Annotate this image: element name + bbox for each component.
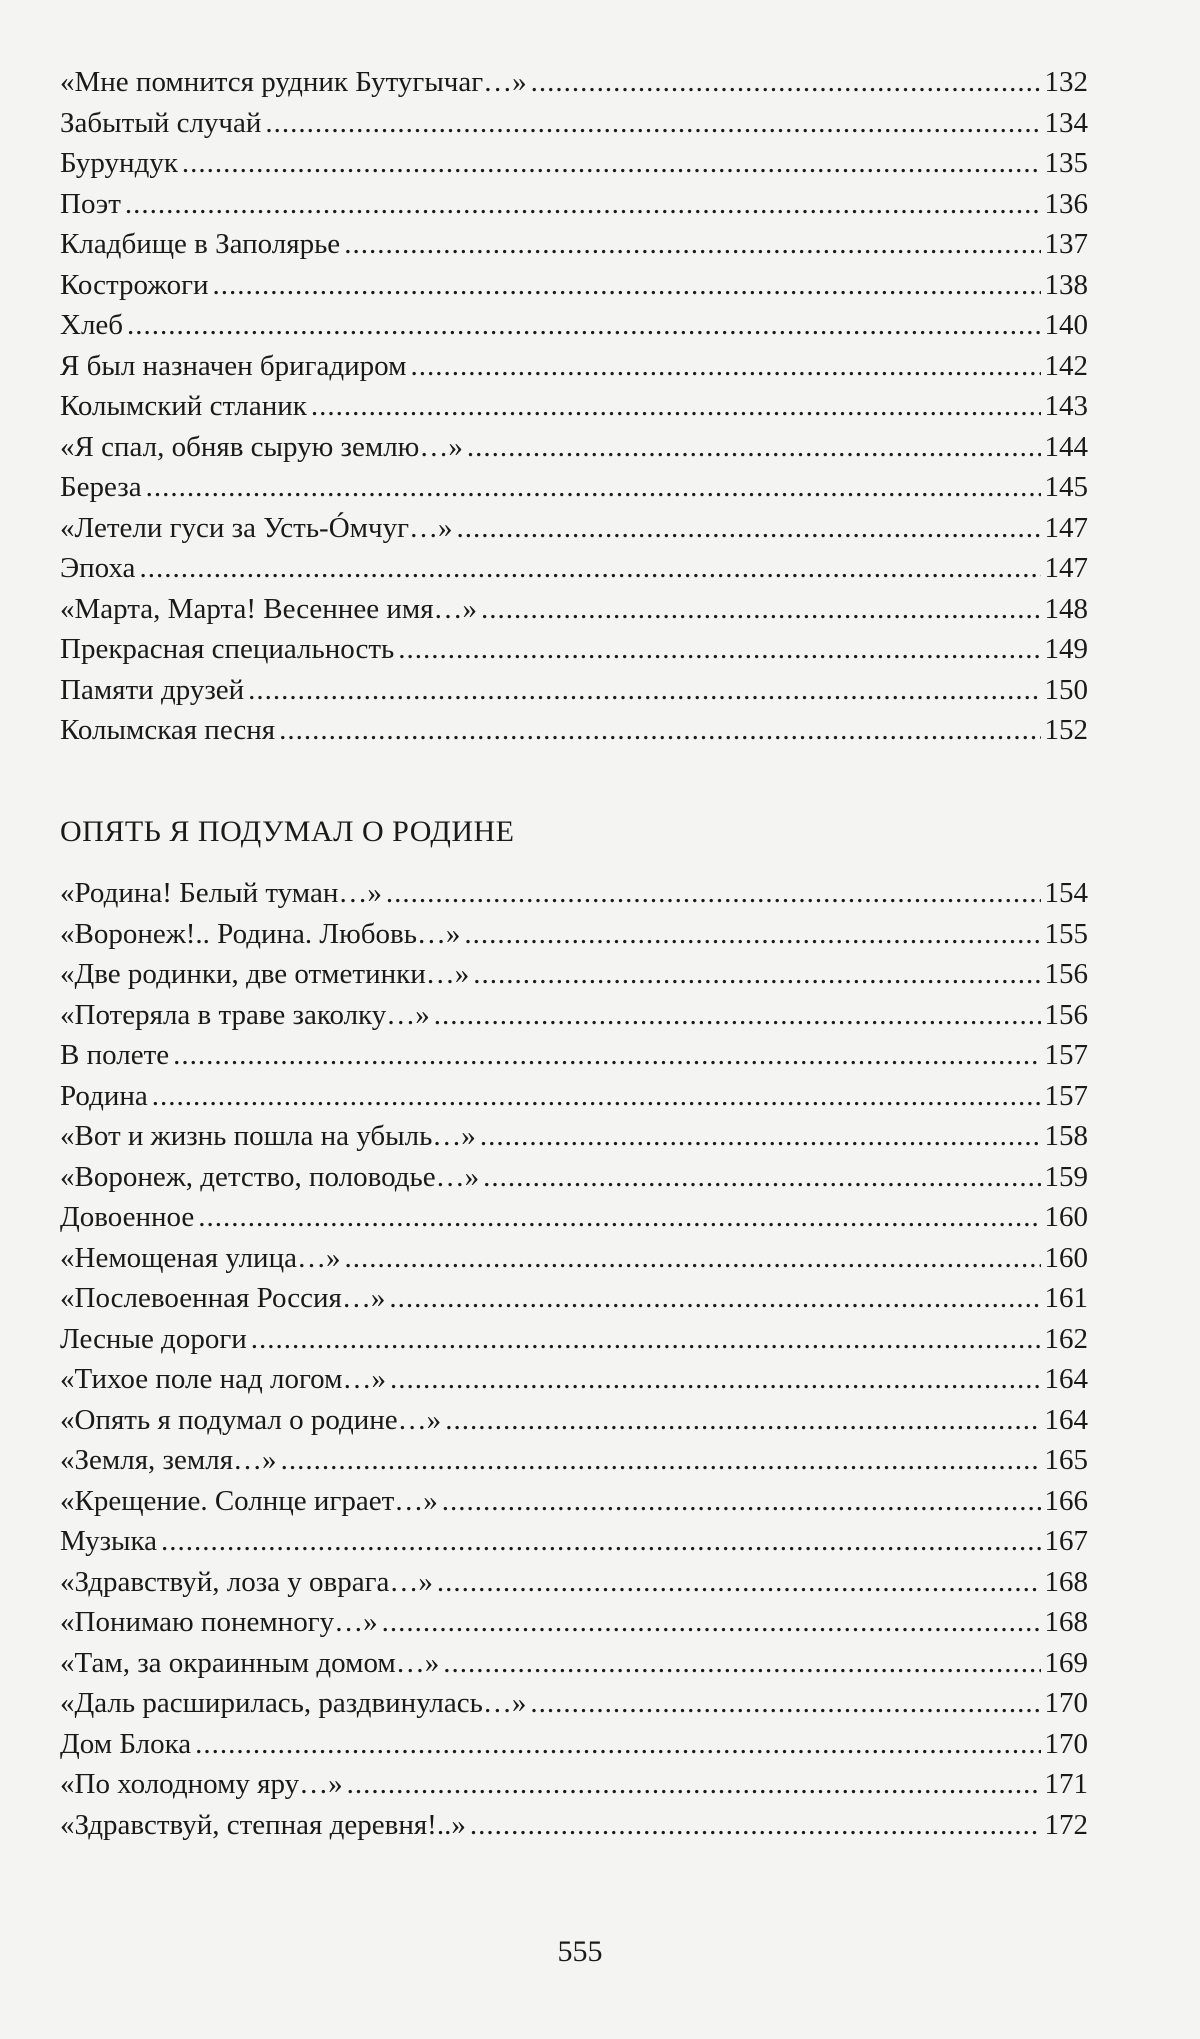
toc-entry: [60, 1764, 1088, 1805]
toc-entry: [60, 224, 1088, 265]
toc-entry-title: Колымский стланик: [60, 390, 307, 422]
toc-leader-dots: [434, 995, 1041, 1036]
toc-entry-page: 152: [1044, 714, 1088, 746]
toc-entry: [60, 1643, 1088, 1684]
toc-entry-title: «Крещение. Солнце играет…»: [60, 1484, 438, 1517]
toc-leader-dots: [127, 305, 1040, 346]
toc-entry-page: 164: [1044, 1363, 1088, 1395]
toc-entry-page: 140: [1044, 309, 1088, 341]
toc-entry: [60, 386, 1088, 427]
section-heading: ОПЯТЬ Я ПОДУМАЛ О РОДИНЕ: [60, 815, 515, 848]
toc-entry-page: 132: [1044, 66, 1088, 98]
toc-entry-page: 150: [1044, 673, 1088, 706]
toc-entry: [60, 305, 1088, 346]
toc-leader-dots: [251, 1319, 1041, 1360]
toc-leader-dots: [139, 548, 1040, 589]
toc-entry-title: Береза: [60, 471, 142, 503]
toc-entry-title: «Летели гуси за Усть-Óмчуг…»: [60, 511, 453, 544]
toc-leader-dots: [470, 1805, 1041, 1846]
toc-entry-page: 144: [1044, 430, 1088, 463]
toc-leader-dots: [344, 1238, 1040, 1279]
toc-entry-title: «Тихое поле над логом…»: [60, 1363, 386, 1395]
toc-entry-title: Лесные дороги: [60, 1322, 247, 1355]
toc-entry: [60, 710, 1088, 751]
toc-leader-dots: [198, 1197, 1040, 1238]
toc-entry-page: 166: [1044, 1484, 1088, 1517]
toc-leader-dots: [386, 873, 1041, 914]
toc-entry-page: 138: [1044, 268, 1088, 301]
toc-entry-page: 161: [1044, 1282, 1088, 1314]
toc-entry-page: 162: [1044, 1322, 1088, 1355]
toc-leader-dots: [195, 1724, 1040, 1765]
toc-entry-page: 136: [1044, 187, 1088, 220]
toc-entry-page: 142: [1044, 349, 1088, 382]
toc-entry-title: «Воронеж, детство, половодье…»: [60, 1160, 480, 1193]
toc-entry-page: 165: [1044, 1444, 1088, 1476]
toc-entry-page: 143: [1044, 390, 1088, 422]
toc-list-part2: [60, 873, 1088, 1845]
toc-entry-title: Родина: [60, 1079, 148, 1112]
toc-entry-title: «Потеряла в траве заколку…»: [60, 998, 430, 1031]
toc-entry: [60, 1157, 1088, 1198]
toc-entry-title: В полете: [60, 1039, 170, 1071]
toc-entry: [60, 184, 1088, 225]
toc-leader-dots: [311, 386, 1041, 427]
toc-entry-title: Прекрасная специальность: [60, 633, 395, 665]
toc-entry-page: 160: [1044, 1241, 1088, 1274]
toc-entry-title: «Здравствуй, лоза у оврага…»: [60, 1565, 433, 1598]
toc-entry-page: 148: [1044, 592, 1088, 625]
toc-entry: [60, 103, 1088, 144]
toc-leader-dots: [398, 629, 1040, 670]
toc-entry-title: Памяти друзей: [60, 673, 245, 706]
toc-leader-dots: [382, 1602, 1041, 1643]
toc-entry: [60, 914, 1088, 955]
toc-entry-page: 168: [1044, 1606, 1088, 1638]
toc-leader-dots: [182, 143, 1041, 184]
toc-leader-dots: [125, 184, 1041, 225]
toc-entry-page: 172: [1044, 1808, 1088, 1841]
toc-leader-dots: [146, 467, 1041, 508]
toc-leader-dots: [390, 1359, 1041, 1400]
toc-entry-title: Колымская песня: [60, 714, 276, 746]
page-number: 555: [557, 1935, 603, 1968]
toc-leader-dots: [281, 1440, 1041, 1481]
toc-entry-title: Дом Блока: [60, 1727, 192, 1760]
toc-entry: [60, 1116, 1088, 1157]
toc-entry-title: Кладбище в Заполярье: [60, 228, 341, 260]
toc-list-part1: [60, 62, 1088, 751]
toc-entry: [60, 670, 1088, 711]
toc-entry-title: Забытый случай: [60, 106, 262, 139]
toc-entry-page: 169: [1044, 1646, 1088, 1679]
toc-entry: [60, 1076, 1088, 1117]
toc-leader-dots: [344, 224, 1040, 265]
toc-entry: [60, 1359, 1088, 1400]
toc-entry-title: Кострожоги: [60, 268, 209, 301]
toc-entry-title: «Я спал, обняв сырую землю…»: [60, 430, 463, 463]
toc-entry: [60, 508, 1088, 549]
toc-entry-page: 158: [1044, 1120, 1088, 1152]
toc-entry: [60, 954, 1088, 995]
toc-entry: [60, 1805, 1088, 1846]
toc-entry-title: «Вот и жизнь пошла на убыль…»: [60, 1120, 476, 1152]
toc-leader-dots: [530, 1683, 1040, 1724]
toc-entry-page: 134: [1044, 106, 1088, 139]
toc-entry: [60, 427, 1088, 468]
toc-entry-page: 156: [1044, 998, 1088, 1031]
toc-leader-dots: [481, 589, 1040, 630]
toc-entry: [60, 1197, 1088, 1238]
toc-leader-dots: [464, 914, 1040, 955]
toc-entry: [60, 1440, 1088, 1481]
toc-entry: [60, 62, 1088, 103]
toc-entry: [60, 1724, 1088, 1765]
toc-entry: [60, 467, 1088, 508]
toc-entry-title: «Понимаю понемногу…»: [60, 1606, 378, 1638]
toc-leader-dots: [480, 1116, 1041, 1157]
toc-entry-title: «Даль расширилась, раздвинулась…»: [60, 1687, 527, 1719]
toc-entry-page: 168: [1044, 1565, 1088, 1598]
toc-leader-dots: [248, 670, 1040, 711]
toc-entry-page: 135: [1044, 147, 1088, 179]
toc-entry-page: 147: [1044, 552, 1088, 584]
toc-entry-title: Музыка: [60, 1525, 158, 1557]
toc-leader-dots: [152, 1076, 1041, 1117]
toc-leader-dots: [410, 346, 1040, 387]
toc-leader-dots: [265, 103, 1040, 144]
toc-entry: [60, 265, 1088, 306]
toc-entry-page: 154: [1044, 877, 1088, 909]
toc-entry-title: Бурундук: [60, 147, 178, 179]
toc-leader-dots: [389, 1278, 1040, 1319]
toc-leader-dots: [442, 1481, 1041, 1522]
toc-entry: [60, 1683, 1088, 1724]
toc-leader-dots: [443, 1643, 1040, 1684]
toc-entry-page: 156: [1044, 958, 1088, 990]
toc-leader-dots: [347, 1764, 1041, 1805]
toc-entry-title: «Там, за окраинным домом…»: [60, 1646, 440, 1679]
toc-entry-page: 149: [1044, 633, 1088, 665]
toc-entry-title: «Воронеж!.. Родина. Любовь…»: [60, 917, 461, 950]
toc-entry-page: 147: [1044, 511, 1088, 544]
toc-entry-title: «Родина! Белый туман…»: [60, 877, 382, 909]
toc-entry-title: «Послевоенная Россия…»: [60, 1282, 386, 1314]
toc-entry-page: 155: [1044, 917, 1088, 950]
toc-entry-page: 157: [1044, 1039, 1088, 1071]
toc-leader-dots: [445, 1400, 1040, 1441]
toc-entry-page: 157: [1044, 1079, 1088, 1112]
toc-entry-title: Хлеб: [60, 309, 124, 341]
toc-entry: [60, 1238, 1088, 1279]
toc-leader-dots: [279, 710, 1040, 751]
toc-entry: [60, 1319, 1088, 1360]
toc-entry: [60, 1278, 1088, 1319]
toc-entry-title: «Марта, Марта! Весеннее имя…»: [60, 592, 478, 625]
toc-entry: [60, 995, 1088, 1036]
toc-leader-dots: [213, 265, 1041, 306]
toc-entry-page: 164: [1044, 1403, 1088, 1436]
toc-entry-page: 137: [1044, 228, 1088, 260]
toc-entry: [60, 143, 1088, 184]
toc-entry: [60, 629, 1088, 670]
toc-entry-title: Я был назначен бригадиром: [60, 349, 407, 382]
toc-leader-dots: [473, 954, 1040, 995]
toc-leader-dots: [437, 1562, 1041, 1603]
toc-entry-page: 170: [1044, 1727, 1088, 1760]
toc-leader-dots: [173, 1035, 1040, 1076]
toc-entry: [60, 589, 1088, 630]
toc-entry-title: Эпоха: [60, 552, 136, 584]
toc-entry-title: «Земля, земля…»: [60, 1444, 277, 1476]
toc-entry-title: «Опять я подумал о родине…»: [60, 1403, 442, 1436]
toc-leader-dots: [457, 508, 1041, 549]
toc-entry: [60, 548, 1088, 589]
toc-entry-title: «Две родинки, две отметинки…»: [60, 958, 470, 990]
toc-entry-title: «Здравствуй, степная деревня!..»: [60, 1808, 466, 1841]
toc-entry: [60, 1521, 1088, 1562]
toc-entry: [60, 346, 1088, 387]
toc-entry-page: 167: [1044, 1525, 1088, 1557]
toc-entry-page: 160: [1044, 1201, 1088, 1233]
toc-entry-title: Поэт: [60, 187, 121, 220]
toc-leader-dots: [467, 427, 1041, 468]
toc-entry-page: 171: [1044, 1768, 1088, 1800]
toc-leader-dots: [531, 62, 1041, 103]
toc-entry-title: Довоенное: [60, 1201, 195, 1233]
toc-entry-page: 159: [1044, 1160, 1088, 1193]
toc-entry: [60, 1562, 1088, 1603]
toc-entry-page: 145: [1044, 471, 1088, 503]
toc-leader-dots: [161, 1521, 1040, 1562]
toc-entry: [60, 873, 1088, 914]
toc-entry: [60, 1035, 1088, 1076]
toc-entry-title: «По холодному яру…»: [60, 1768, 343, 1800]
toc-entry-title: «Немощеная улица…»: [60, 1241, 341, 1274]
toc-entry: [60, 1481, 1088, 1522]
toc-entry: [60, 1602, 1088, 1643]
toc-leader-dots: [483, 1157, 1040, 1198]
toc-entry-title: «Мне помнится рудник Бутугычаг…»: [60, 66, 527, 98]
toc-entry-page: 170: [1044, 1687, 1088, 1719]
toc-entry: [60, 1400, 1088, 1441]
